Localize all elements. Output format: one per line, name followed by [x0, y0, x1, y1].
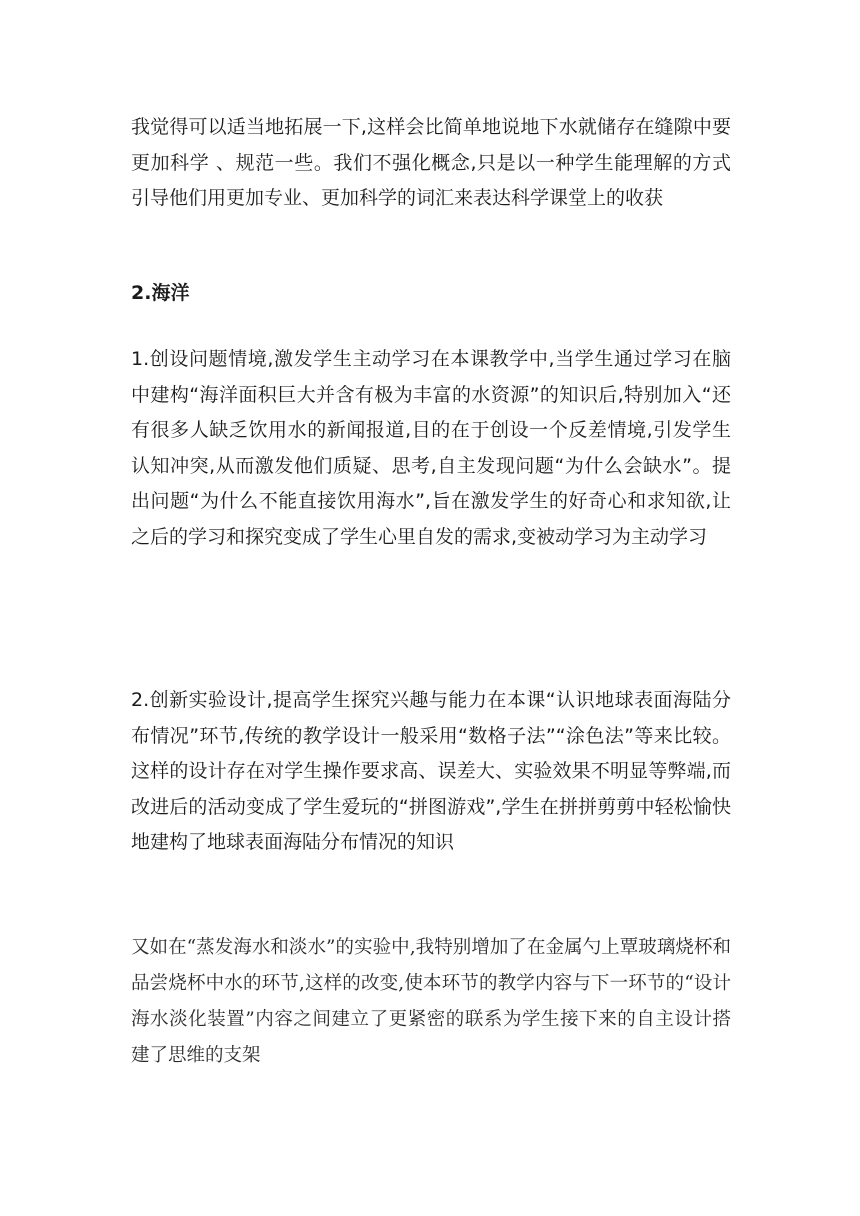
- point-2-paragraph: 2.创新实验设计,提高学生探究兴趣与能力在本课“认识地球表面海陆分布情况”环节,传统的教学设计一般采用“数格子法”“涂色法”等来比较。这样的设计存在对学生操作要求高、误差大、实验效果不明显等弊端,而改进后的活动变成了学生爱玩的“拼图游戏”,学生在拼拼剪剪中轻松愉快地建构了地球表面海陆分布情况的知识: [131, 689, 731, 853]
- section-heading: 2.海洋: [131, 282, 190, 304]
- example-paragraph: 又如在“蒸发海水和淡水”的实验中,我特别增加了在金属勺上覃玻璃烧杯和品尝烧杯中水的环节,这样的改变,使本环节的教学内容与下一环节的“设计海水淡化装置”内容之间建立了更紧密的联系为学生接下来的自主设计搭建了思维的支架: [131, 937, 731, 1066]
- point-1-paragraph: 1.创设问题情境,激发学生主动学习在本课教学中,当学生通过学习在脑中建构“海洋面积巨大并含有极为丰富的水资源”的知识后,特别加入“还有很多人缺乏饮用水的新闻报道,目的在于创设一个反差情境,引发学生认知冲突,从而激发他们质疑、思考,自主发现问题“为什么会缺水”。提出问题“为什么不能直接饮用海水”,旨在激发学生的好奇心和求知欲,让之后的学习和探究变成了学生心里自发的需求,变被动学习为主动学习: [131, 348, 731, 548]
- intro-paragraph: 我觉得可以适当地拓展一下,这样会比简单地说地下水就储存在缝隙中要更加科学 、规范一些。我们不强化概念,只是以一种学生能理解的方式引导他们用更加专业、更加科学的词汇来表达科学课堂上的收获: [131, 116, 731, 209]
